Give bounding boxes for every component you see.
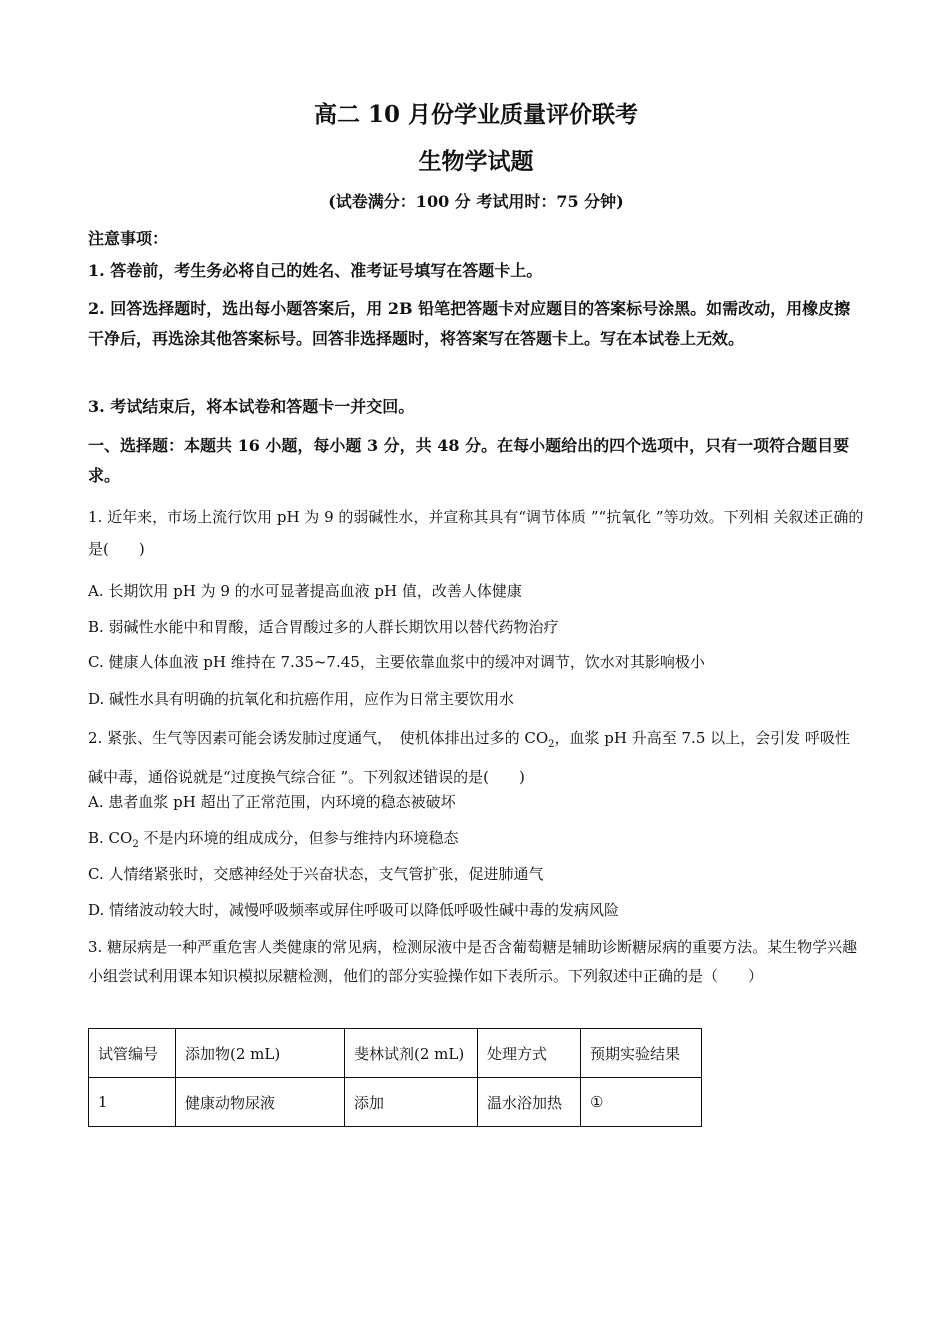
question-2-stem [88,722,864,793]
table-row [89,1078,702,1127]
exam-title: 高二 10 月份学业质量评价联考 [313,101,639,128]
table-header-row [89,1029,702,1078]
table-cell: ① [581,1078,702,1127]
question-2-option-c: C. 人情绪紧张时，交感神经处于兴奋状态，支气管扩张，促进肺通气 [88,865,544,883]
question-2-option-a: A. 患者血浆 pH 超出了正常范围，内环境的稳态被破坏 [88,793,456,811]
table-header-cell: 添加物(2 mL) [176,1029,345,1078]
table-header-cell: 试管编号 [89,1029,176,1078]
question-2-option-b-pre: B. CO [88,829,133,847]
exam-info: (试卷满分：100 分 考试用时：75 分钟) [328,192,624,211]
question-2-option-b-post: 不是内环境的组成成分，但参与维持内环境稳态 [138,829,459,847]
table-cell: 添加 [345,1078,478,1127]
notice-item-2: 2. 回答选择题时，选出每小题答案后，用 2B 铅笔把答题卡对应题目的答案标号涂黑。如需改动，用橡皮擦干净后，再选涂其他答案标号。回答非选择题时，将答案写在答题卡上。写在本试卷上无效。 [88,299,851,348]
notice-item-3: 3. 考试结束后，将本试卷和答题卡一并交回。 [88,397,415,416]
co2-subscript: 2 [548,739,555,750]
table-header-cell: 处理方式 [478,1029,581,1078]
table-cell: 1 [89,1078,176,1127]
table-cell: 健康动物尿液 [176,1078,345,1127]
question-1-option-c: C. 健康人体血液 pH 维持在 7.35~7.45，主要依靠血浆中的缓冲对调节，饮水对其影响极小 [88,653,705,671]
question-1-stem: 1. 近年来，市场上流行饮用 pH 为 9 的弱碱性水，并宣称其具有“调节体质 ”“抗氧化 ”等功效。下列相 关叙述正确的是( ) [88,508,864,558]
question-2-option-b [88,826,864,857]
question-2-option-d: D. 情绪波动较大时，减慢呼吸频率或屏住呼吸可以降低呼吸性碱中毒的发病风险 [88,901,620,919]
experiment-table [88,1028,702,1127]
notice-heading: 注意事项： [88,229,169,248]
section-heading: 一、选择题：本题共 16 小题，每小题 3 分，共 48 分。在每小题给出的四个选项中，只有一项符合题目要求。 [88,436,850,485]
question-2-stem-post: ，血浆 pH 升高至 7.5 以上，会引发 呼吸性碱中毒，通俗说就是“过度换气综合征 ”。下列叙述错误的是( ) [88,729,850,786]
notice-item-1: 1. 答卷前，考生务必将自己的姓名、准考证号填写在答题卡上。 [88,261,543,280]
question-1-option-b: B. 弱碱性水能中和胃酸，适合胃酸过多的人群长期饮用以替代药物治疗 [88,618,559,636]
question-1-option-a: A. 长期饮用 pH 为 9 的水可显著提高血液 pH 值，改善人体健康 [88,582,522,600]
table-cell: 温水浴加热 [478,1078,581,1127]
question-3-stem: 3. 糖尿病是一种严重危害人类健康的常见病，检测尿液中是否含葡萄糖是辅助诊断糖尿病的重要方法。某生物学兴趣小组尝试利用课本知识模拟尿糖检测，他们的部分实验操作如下表所示。下列叙述中正确的是（ ） [88,938,858,985]
co2-subscript: 2 [132,839,139,850]
table-header-cell: 斐林试剂(2 mL) [345,1029,478,1078]
question-2-stem-pre: 2. 紧张、生气等因素可能会诱发肺过度通气， 使机体排出过多的 CO [88,729,549,747]
subject-title: 生物学试题 [418,148,534,175]
table-header-cell: 预期实验结果 [581,1029,702,1078]
question-1-option-d: D. 碱性水具有明确的抗氧化和抗癌作用，应作为日常主要饮用水 [88,690,515,708]
